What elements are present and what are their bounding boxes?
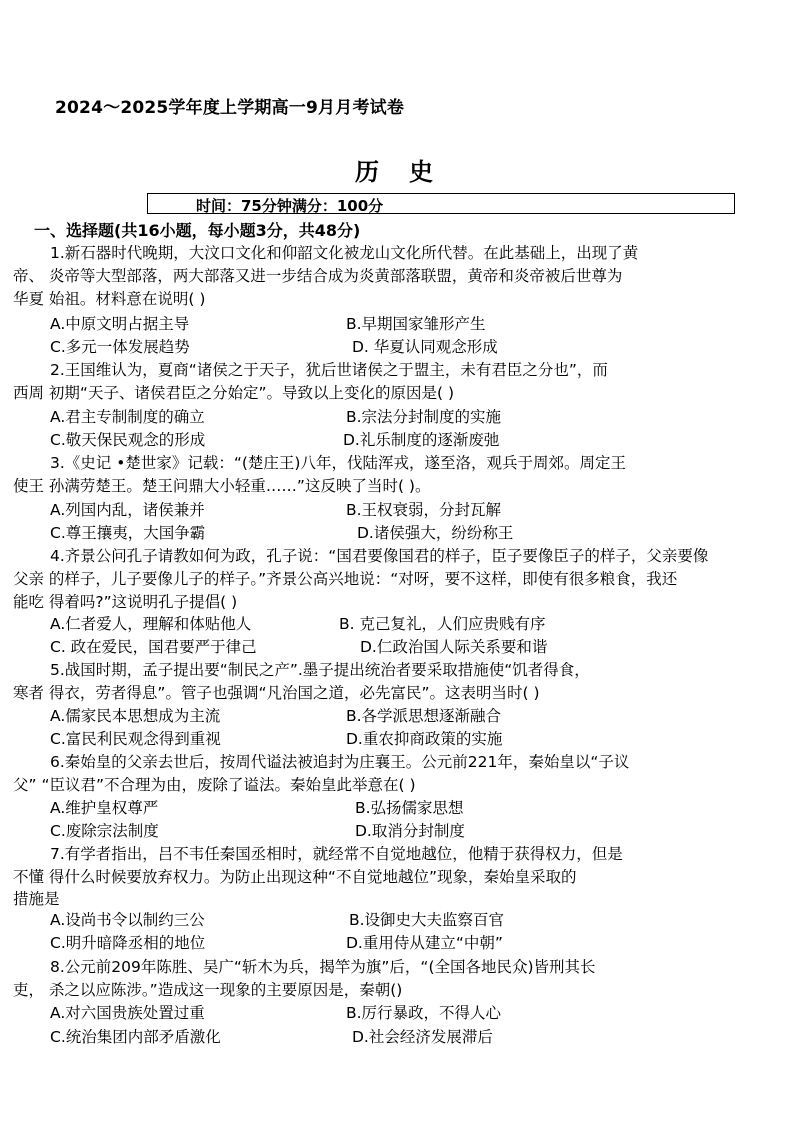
question-2-option-c: C.敬天保民观念的形成	[50, 431, 206, 449]
question-7-line-3: 措施是	[13, 890, 60, 908]
subject-title: 历史	[355, 158, 463, 186]
question-4-option-d: D.仁政治国人际关系要和谐	[360, 638, 548, 656]
question-8-line-1: 8.公元前209年陈胜、吴广“斩木为兵，揭竿为旗”后，“(全国各地民众)皆刑其长	[50, 958, 596, 976]
question-1-option-d: D. 华夏认同观念形成	[352, 338, 498, 356]
question-4-option-c: C. 政在爱民，国君要严于律己	[50, 638, 257, 656]
question-6-option-a: A.维护皇权尊严	[50, 799, 159, 817]
question-4-line-2: 父亲 的样子，儿子要像儿子的样子。”齐景公高兴地说：“对呀，要不这样，即使有很多粮食，我还	[13, 570, 678, 588]
question-2-option-d: D.礼乐制度的逐渐废弛	[343, 431, 500, 449]
question-7-line-1: 7.有学者指出，吕不韦任秦国丞相时，就经常不自觉地越位，他精于获得权力，但是	[50, 845, 623, 863]
question-5-option-b: B.各学派思想逐渐融合	[346, 707, 502, 725]
question-4-option-a: A.仁者爱人，理解和体贴他人	[50, 615, 252, 633]
question-3-line-1: 3.《史记 •楚世家》记载：“(楚庄王)八年，伐陆浑戎，遂至洛，观兵于周郊。周定王	[50, 454, 626, 472]
question-5-line-1: 5.战国时期，孟子提出要“制民之产”.墨子提出统治者要采取措施使“饥者得食，	[50, 661, 590, 679]
question-2-option-b: B.宗法分封制度的实施	[346, 408, 502, 426]
question-1-option-a: A.中原文明占据主导	[50, 315, 190, 333]
question-7-option-b: B.设御史大夫监察百官	[349, 911, 505, 929]
question-5-option-c: C.富民利民观念得到重视	[50, 730, 221, 748]
question-6-option-d: D.取消分封制度	[355, 822, 465, 840]
question-3-option-b: B.王权衰弱，分封瓦解	[346, 501, 502, 519]
question-6-option-b: B.弘扬儒家思想	[355, 799, 464, 817]
question-1-option-c: C.多元一体发展趋势	[50, 338, 190, 356]
question-3-option-c: C.尊王攘夷，大国争霸	[50, 524, 206, 542]
question-8-option-a: A.对六国贵族处置过重	[50, 1004, 205, 1022]
question-1-line-1: 1.新石器时代晚期，大汶口文化和仰韶文化被龙山文化所代替。在此基础上，出现了黄	[50, 244, 639, 262]
question-5-option-d: D.重农抑商政策的实施	[346, 730, 503, 748]
question-1-line-2: 帝、 炎帝等大型部落，两大部落又进一步结合成为炎黄部落联盟，黄帝和炎帝被后世尊为	[13, 267, 623, 285]
question-2-line-2: 西周 初期“天子、诸侯君臣之分始定”。导致以上变化的原因是( )	[13, 384, 455, 402]
question-4-line-3: 能吃 得着吗?”这说明孔子提倡( )	[13, 593, 238, 611]
question-5-option-a: A.儒家民本思想成为主流	[50, 707, 221, 725]
question-7-option-d: D.重用侍从建立“中朝”	[346, 934, 503, 952]
question-1-option-b: B.早期国家雏形产生	[346, 315, 486, 333]
question-7-option-a: A.设尚书令以制约三公	[50, 911, 205, 929]
question-2-line-1: 2.王国维认为，夏商“诸侯之于天子，犹后世诸侯之于盟主，未有君臣之分也”，而	[50, 361, 608, 379]
question-3-line-2: 使王 孙满劳楚王。楚王问鼎大小轻重……”这反映了当时( )。	[13, 477, 431, 495]
question-8-line-2: 吏， 杀之以应陈涉。”造成这一现象的主要原因是，秦朝()	[13, 981, 403, 999]
question-4-option-b: B. 克己复礼，人们应贵贱有序	[339, 615, 546, 633]
section-title: 一、选择题(共16小题，每小题3分，共48分)	[34, 221, 361, 240]
question-6-option-c: C.废除宗法制度	[50, 822, 159, 840]
question-3-option-d: D.诸侯强大，纷纷称王	[357, 524, 514, 542]
question-8-option-c: C.统治集团内部矛盾激化	[50, 1028, 221, 1046]
exam-title: 2024～2025学年度上学期高一9月月考试卷	[55, 98, 405, 118]
question-8-option-d: D.社会经济发展滞后	[352, 1028, 493, 1046]
question-8-option-b: B.厉行暴政，不得人心	[346, 1004, 502, 1022]
question-1-line-3: 华夏 始祖。材料意在说明( )	[13, 290, 206, 308]
time-info: 时间：75分钟满分：100分	[196, 197, 384, 215]
question-7-line-2: 不懂 得什么时候要放弃权力。为防止出现这种“不自觉地越位”现象，秦始皇采取的	[13, 868, 577, 886]
question-4-line-1: 4.齐景公问孔子请教如何为政，孔子说：“国君要像国君的样子，臣子要像臣子的样子，父亲要像	[50, 547, 709, 565]
question-5-line-2: 寒者 得衣，劳者得息”。管子也强调“凡治国之道，必先富民”。这表明当时( )	[13, 684, 540, 702]
question-6-line-1: 6.秦始皇的父亲去世后，按周代谥法被追封为庄襄王。公元前221年，秦始皇以“子议	[50, 753, 630, 771]
question-2-option-a: A.君主专制制度的确立	[50, 408, 205, 426]
time-info-box	[147, 193, 735, 214]
question-6-line-2: 父” “臣议君”不合理为由，废除了谥法。秦始皇此举意在( )	[13, 776, 416, 794]
question-7-option-c: C.明升暗降丞相的地位	[50, 934, 206, 952]
question-3-option-a: A.列国内乱，诸侯兼并	[50, 501, 205, 519]
